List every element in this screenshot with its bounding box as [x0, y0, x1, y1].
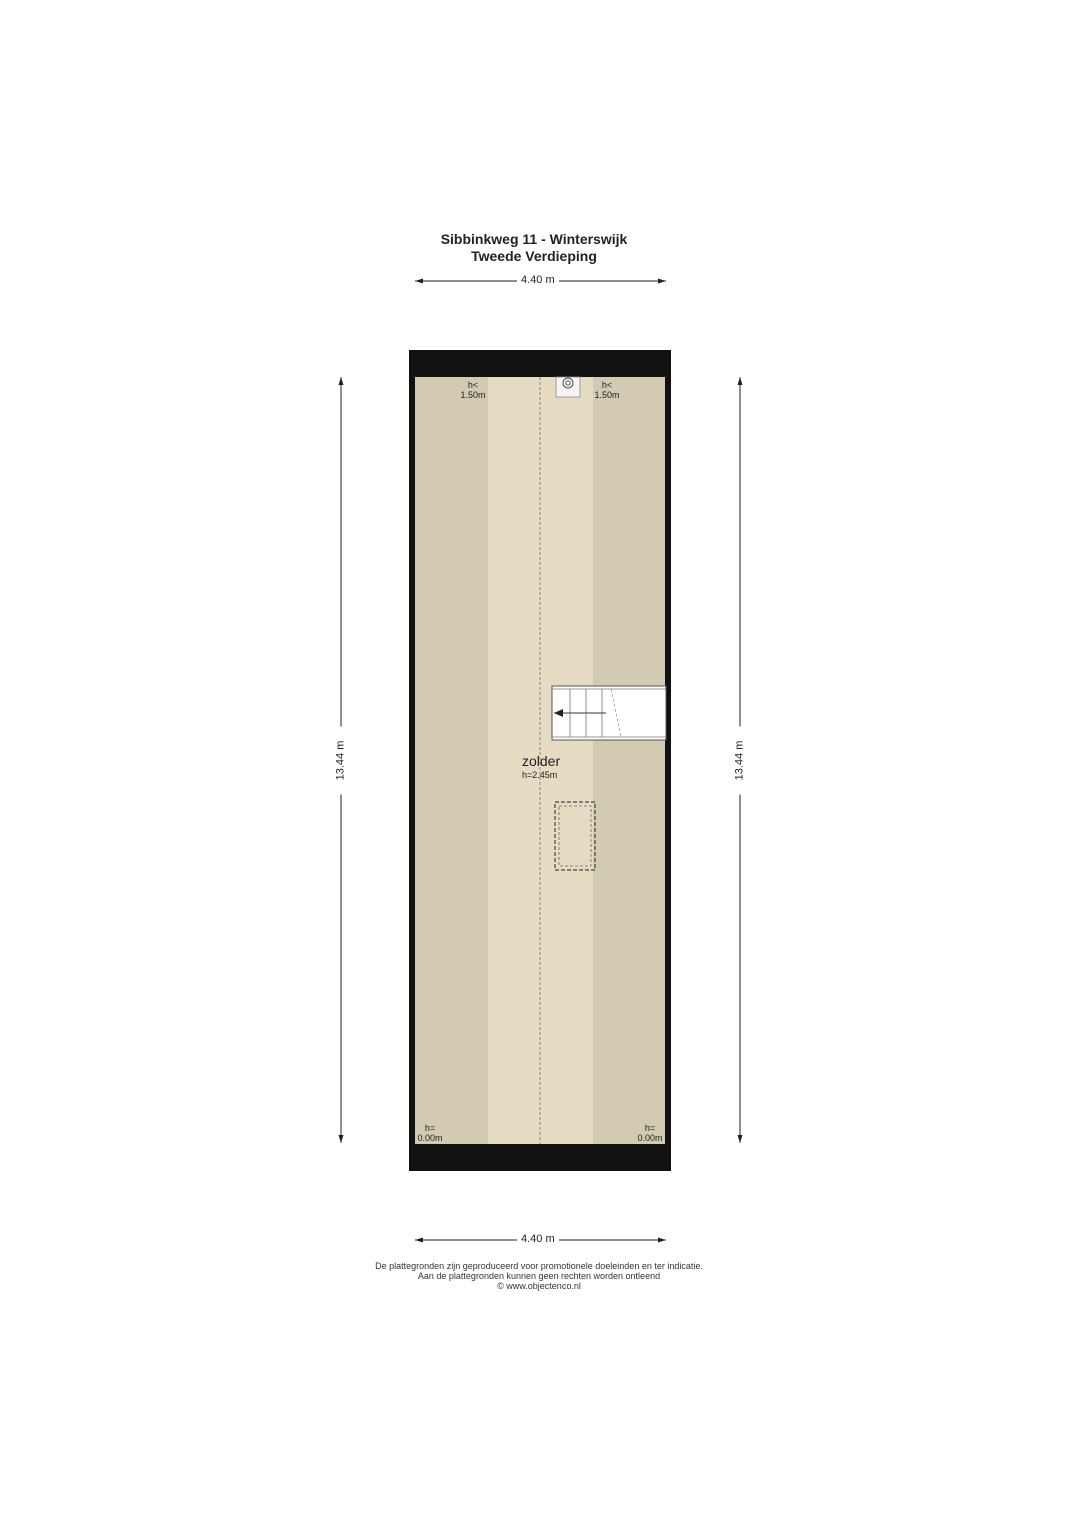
top-width-label: 4.40 m — [517, 274, 559, 287]
height-note-value: 1.50m — [460, 390, 486, 400]
height-note-value: 0.00m — [417, 1133, 443, 1143]
room-name: zolder — [522, 753, 561, 769]
height-note-label: h= — [424, 1123, 436, 1133]
floor-name: Tweede Verdieping — [471, 248, 597, 264]
height-note-value: 0.00m — [637, 1133, 663, 1143]
boiler-icon — [556, 377, 580, 397]
disclaimer-line-2: Aan de plattegronden kunnen geen rechten worden ontleend — [417, 1271, 661, 1281]
room-height: h=2.45m — [522, 770, 558, 780]
left-length-label: 13.44 m — [335, 727, 348, 795]
copyright: © www.objectenco.nl — [497, 1281, 581, 1291]
height-note-value: 1.50m — [594, 390, 620, 400]
height-note-label: h< — [467, 380, 479, 390]
height-note-top-right — [589, 380, 625, 400]
height-note-bottom-left — [412, 1123, 448, 1143]
height-note-label: h= — [644, 1123, 656, 1133]
height-note-top-left — [455, 380, 491, 400]
height-note-bottom-right — [632, 1123, 668, 1143]
staircase — [552, 686, 666, 740]
plan-title: Sibbinkweg 11 - Winterswijk — [440, 231, 628, 247]
disclaimer-line-1: De plattegronden zijn geproduceerd voor promotionele doeleinden en ter indicatie. — [375, 1261, 703, 1271]
right-length-label: 13.44 m — [734, 727, 747, 795]
bottom-width-label: 4.40 m — [517, 1233, 559, 1246]
height-note-label: h< — [601, 380, 613, 390]
